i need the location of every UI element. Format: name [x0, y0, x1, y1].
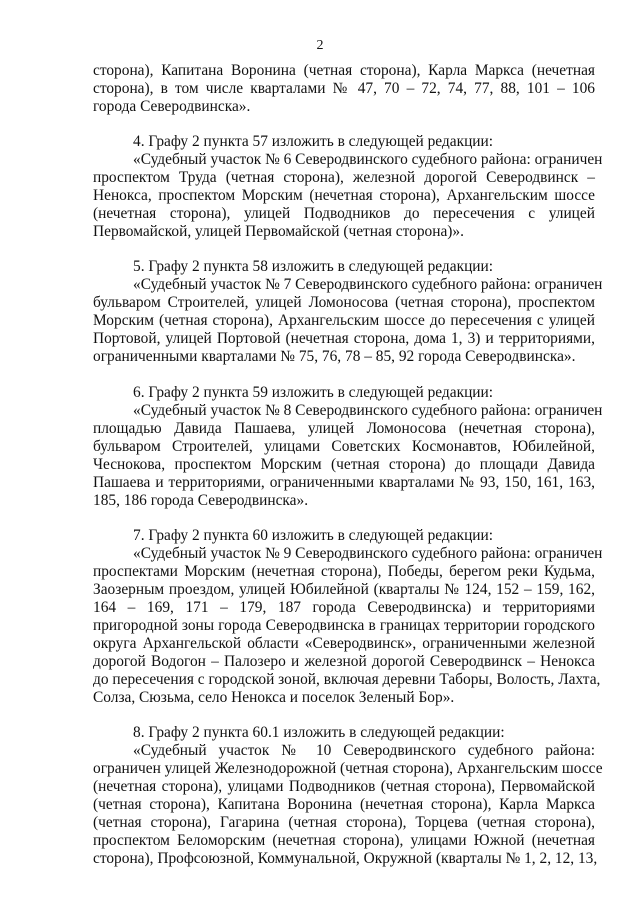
- text-line: «Судебный участок № 6 Северодвинского судебного района: ограничен: [133, 151, 603, 168]
- paragraph-heading: 6. Графу 2 пункта 59 изложить в следующей редакции:: [133, 384, 494, 401]
- text-line: (четная сторона), Гагарина (четная сторона), Торцева (четная сторона),: [93, 814, 595, 831]
- text-line: Чеснокова, проспектом Морским (четная сторона) до площади Давида: [93, 456, 595, 473]
- text-line: Портовой, улицей Портовой (нечетная сторона, дома 1, 3) и территориями,: [93, 330, 595, 347]
- text-line: ограничен улицей Железнодорожной (четная сторона), Архангельским шоссе: [93, 760, 603, 777]
- paragraph-heading: 4. Графу 2 пункта 57 изложить в следующей редакции:: [133, 133, 494, 150]
- text-line: проспектом Труда (четная сторона), железной дорогой Северодвинск –: [93, 169, 595, 186]
- text-line: «Судебный участок № 10 Северодвинского судебного района:: [133, 742, 595, 759]
- text-line: сторона), Капитана Воронина (четная сторона), Карла Маркса (нечетная: [93, 62, 595, 79]
- text-line: «Судебный участок № 9 Северодвинского судебного района: ограничен: [133, 545, 603, 562]
- text-line: (четная сторона), Капитана Воронина (нечетная сторона), Карла Маркса: [93, 796, 595, 813]
- text-line: проспектом Беломорским (нечетная сторона), улицами Южной (нечетная: [93, 832, 595, 849]
- text-line: дорогой Водогон – Палозеро и железной дорогой Северодвинск – Ненокса: [93, 653, 595, 670]
- text-line: бульваром Строителей, улицей Ломоносова (четная сторона), проспектом: [93, 294, 595, 311]
- paragraph-heading: 7. Графу 2 пункта 60 изложить в следующей редакции:: [133, 527, 494, 544]
- text-line: сторона), Профсоюзной, Коммунальной, Окружной (кварталы № 1, 2, 12, 13,: [93, 850, 598, 867]
- text-line: сторона), в том числе кварталами № 47, 70 – 72, 74, 77, 88, 101 – 106: [93, 80, 595, 97]
- text-line: (нечетная сторона), улицами Подводников (четная сторона), Первомайской: [93, 778, 595, 795]
- paragraph-heading: 5. Графу 2 пункта 58 изложить в следующей редакции:: [133, 258, 494, 275]
- text-line: «Судебный участок № 7 Северодвинского судебного района: ограничен: [133, 276, 603, 293]
- text-line: пригородной зоны города Северодвинска в границах территории городского: [93, 617, 595, 634]
- text-line: Первомайской, улицей Первомайской (четная сторона)».: [93, 223, 464, 240]
- text-line: до пересечения с городской зоной, включая деревни Таборы, Волость, Лахта,: [93, 671, 601, 688]
- text-line: Солза, Сюзьма, село Ненокса и поселок Зеленый Бор».: [93, 689, 455, 706]
- text-line: бульваром Строителей, улицами Советских Космонавтов, Юбилейной,: [93, 438, 595, 455]
- text-line: Заозерным проездом, улицей Юбилейной (кварталы № 124, 152 – 159, 162,: [93, 581, 595, 598]
- text-line: проспектами Морским (нечетная сторона), Победы, берегом реки Кудьма,: [93, 563, 595, 580]
- text-line: 164 – 169, 171 – 179, 187 города Северодвинска) и территориями: [93, 599, 595, 616]
- text-line: Ненокса, проспектом Морским (нечетная сторона), Архангельским шоссе: [93, 187, 595, 204]
- text-line: «Судебный участок № 8 Северодвинского судебного района: ограничен: [133, 402, 603, 419]
- text-line: ограниченными кварталами № 75, 76, 78 – 85, 92 города Северодвинска».: [93, 348, 576, 365]
- text-line: площадью Давида Пашаева, улицей Ломоносова (нечетная сторона),: [93, 420, 595, 437]
- text-line: (нечетная сторона), улицей Подводников до пересечения с улицей: [93, 205, 595, 222]
- text-line: округа Архангельской области «Северодвинск», ограниченными железной: [93, 635, 595, 652]
- text-line: города Северодвинска».: [93, 98, 251, 115]
- paragraph-heading: 8. Графу 2 пункта 60.1 изложить в следующей редакции:: [133, 724, 505, 741]
- page-number: 2: [316, 38, 324, 53]
- text-line: Морским (четная сторона), Архангельским шоссе до пересечения с улицей: [93, 312, 595, 329]
- text-line: Пашаева и территориями, ограниченными кварталами № 93, 150, 161, 163,: [93, 474, 595, 491]
- text-line: 185, 186 города Северодвинска».: [93, 492, 309, 509]
